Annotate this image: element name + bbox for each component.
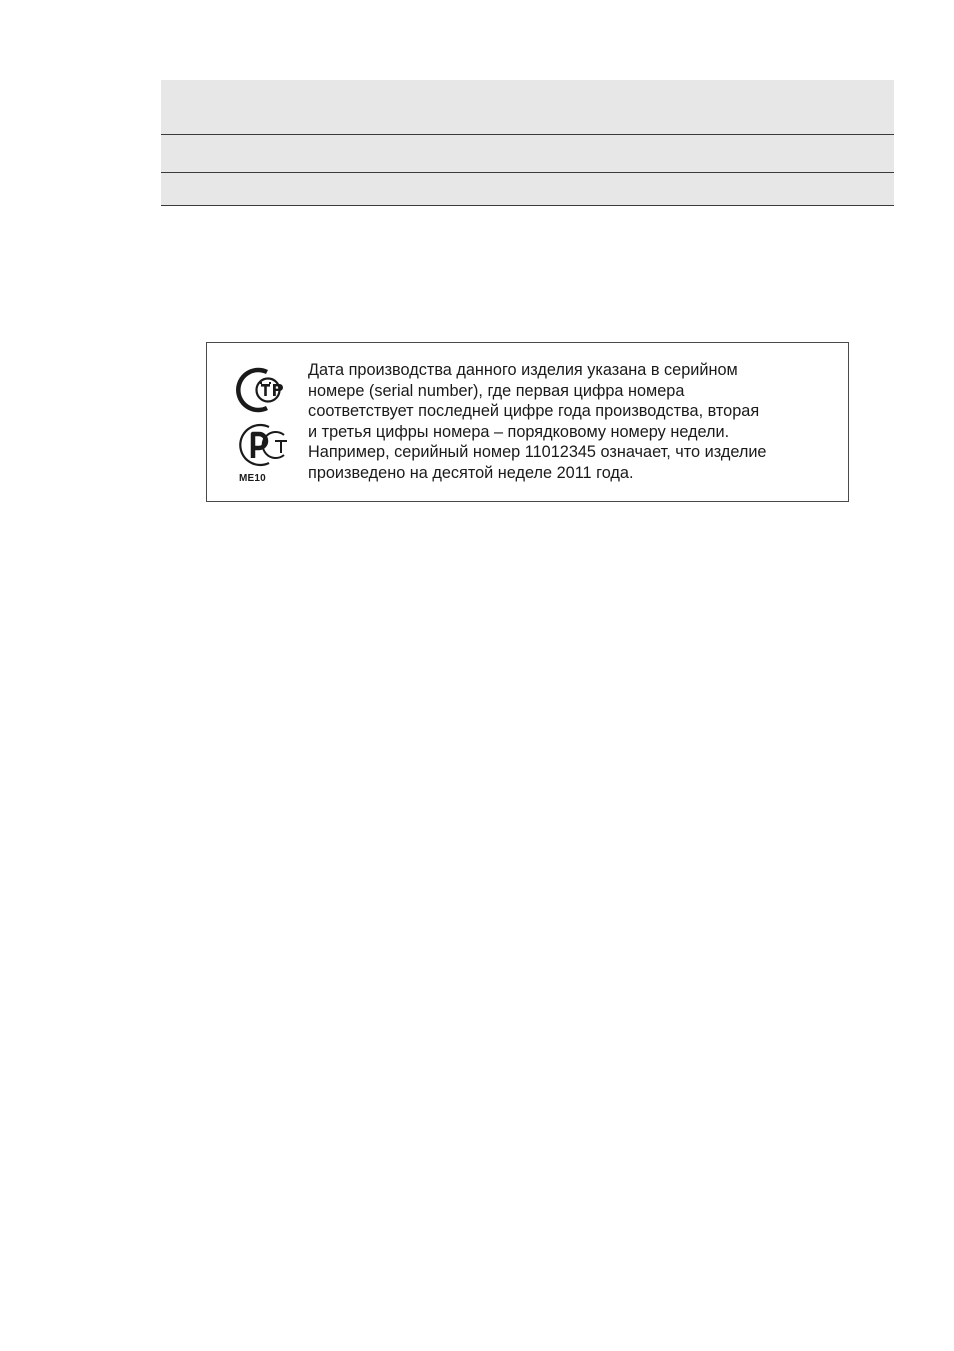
production-date-notice (206, 342, 849, 502)
notice-line: произведено на десятой неделе 2011 года. (308, 463, 634, 482)
notice-line: номере (serial number), где первая цифра номера (308, 381, 685, 400)
certification-marks (229, 363, 293, 488)
table-header-band (161, 80, 894, 134)
certification-code: ME10 (239, 473, 266, 484)
notice-text (308, 360, 838, 484)
table-row-band (161, 135, 894, 172)
table-row-band (161, 173, 894, 205)
notice-line: и третья цифры номера – порядковому номеру недели. (308, 422, 730, 441)
notice-line: Например, серийный номер 11012345 означает, что изделие (308, 443, 767, 462)
table-divider (161, 205, 894, 206)
notice-line: соответствует последней цифре года производства, вторая (308, 402, 760, 421)
notice-line: Дата производства данного изделия указана в серийном (308, 361, 738, 379)
gost-tr-mark-icon (231, 366, 293, 414)
rst-mark-icon (231, 421, 293, 469)
